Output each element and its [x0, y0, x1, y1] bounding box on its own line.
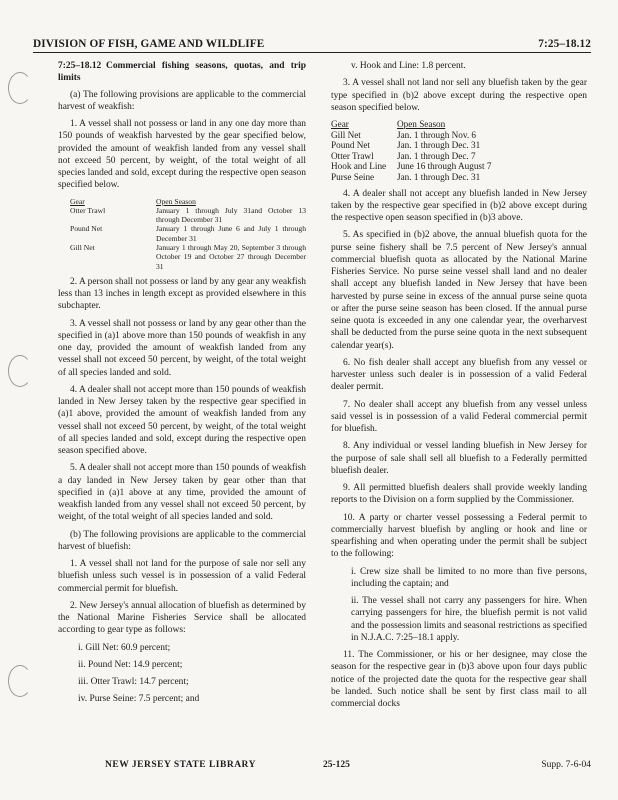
- paragraph-a2: 2. A person shall not possess or land by any gear any weakfish less than 13 inches in length except as provided elsewhere in this subchapter.: [58, 276, 306, 312]
- table-cell-gear: Gill Net: [331, 129, 361, 140]
- table-cell-gear: Otter Trawl: [70, 205, 106, 215]
- table-header-row: [331, 119, 587, 130]
- paragraph-b7: 7. No dealer shall accept any bluefish from any vessel unless said vessel is in possession of a valid Federal commercial permit for bluefish.: [331, 399, 587, 435]
- paragraph-b10-i: i. Crew size shall be limited to no more than five persons, including the captain; and: [351, 566, 587, 589]
- table-header-season: Open Season: [156, 196, 196, 206]
- running-header: [33, 35, 591, 53]
- table-row: [331, 172, 587, 183]
- paragraph-a1: 1. A vessel shall not possess or land in any one day more than 150 pounds of weakfish harvested by the gear specified below, provided the amount of weakfish landed from any vessel shall not exceed 50 percent, by weight, of the total weight of all species landed and sold, except during the respective open season specified below.: [58, 119, 306, 191]
- table-cell-season: Jan. 1 through Dec. 31: [397, 140, 481, 151]
- paragraph-b8: 8. Any individual or vessel landing bluefish in New Jersey for the purpose of sale shall sell all bluefish to a Federally permitted bluefish dealer.: [331, 441, 587, 476]
- table-cell-gear: Purse Seine: [331, 171, 375, 182]
- subsection-b-intro: (b) The following provisions are applicable to the commercial harvest of bluefish:: [58, 529, 306, 552]
- table-row: [331, 151, 587, 162]
- paragraph-b2-v: v. Hook and Line: 1.8 percent.: [351, 61, 466, 71]
- punch-hole-mark: [8, 72, 32, 104]
- right-column: [331, 60, 587, 715]
- weakfish-season-table: [70, 197, 306, 271]
- page-number: 25-125: [323, 760, 350, 770]
- table-cell-season: Jan. 1 through Dec. 7: [397, 150, 476, 161]
- table-cell-season: Jan. 1 through Dec. 31: [397, 171, 481, 182]
- paragraph-a4: 4. A dealer shall not accept more than 150 pounds of weakfish landed in New Jersey taken by the respective gear specified in (a)1 above, provided the amount of weakfish landed from any vessel shall not exceed 50 percent, by weight, of the total weight of all species landed and sold, except during the respective open season specified above.: [58, 384, 306, 457]
- library-stamp: NEW JERSEY STATE LIBRARY: [105, 760, 256, 770]
- table-cell-gear: Pound Net: [70, 224, 103, 234]
- paragraph-a3: 3. A vessel shall not possess or land by any gear other than the specified in (a)1 above more than 150 pounds of weakfish in any one day, provided the amount of weakfish landed from any vessel shall not exceed 50 percent, by weight, of the total weight of all species landed and sold.: [58, 318, 306, 378]
- paragraph-b2-i: i. Gill Net: 60.9 percent;: [78, 642, 171, 653]
- section-number: 7:25–18.12: [58, 61, 102, 71]
- bluefish-season-table: [331, 119, 587, 183]
- subsection-a-intro: (a) The following provisions are applicable to the commercial harvest of weakfish:: [58, 89, 306, 112]
- table-cell-season: January 1 through May 20, September 3 through October 19 and October 27 through December 31: [156, 242, 306, 271]
- punch-hole-mark: [8, 355, 32, 387]
- paragraph-b9: 9. All permitted bluefish dealers shall provide weekly landing reports to the Division on a form supplied by the Commissioner.: [331, 483, 587, 506]
- table-cell-gear: Gill Net: [70, 242, 95, 252]
- table-cell-gear: Hook and Line: [331, 161, 387, 172]
- left-column: [58, 60, 306, 711]
- table-row: [70, 243, 306, 271]
- paragraph-b2-iii: iii. Otter Trawl: 14.7 percent;: [78, 677, 189, 688]
- table-cell-season: January 1 through July 31and October 13 through December 31: [156, 205, 306, 225]
- table-header-gear: Gear: [331, 119, 349, 129]
- header-division: DIVISION OF FISH, GAME AND WILDLIFE: [33, 38, 265, 50]
- punch-hole-mark: [8, 665, 32, 697]
- paragraph-b1: 1. A vessel shall not land for the purpose of sale nor sell any bluefish unless such vessel is in possession of a valid Federal commercial permit for bluefish.: [58, 559, 306, 594]
- supplement-date: Supp. 7-6-04: [541, 760, 591, 770]
- table-row: [70, 206, 306, 225]
- table-cell-gear: Otter Trawl: [331, 150, 374, 161]
- table-row: [331, 140, 587, 151]
- table-cell-season: June 16 through August 7: [397, 161, 492, 172]
- table-cell-season: January 1 through June 6 and July 1 through December 31: [156, 224, 306, 243]
- section-title: Commercial fishing seasons, quotas, and trip limits: [58, 61, 306, 84]
- header-citation: 7:25–18.12: [538, 38, 591, 50]
- paragraph-b2-ii: ii. Pound Net: 14.9 percent;: [78, 659, 183, 670]
- paragraph-b5: 5. As specified in (b)2 above, the annual bluefish quota for the purse seine fishery shall be 7.5 percent of New Jersey's annual commercial bluefish quota as allocated by the National Marine Fisheries Service. No purse seine vessel shall land and no dealer shall accept any bluefish landed in New Jersey that have been harvested by purse seine in excess of the annual purse seine quota or after the purse seine season has been closed. If the annual purse seine quota is exceeded in any one calendar year, the overharvest shall be deducted from the purse seine quota in the next subsequent calendar year(s).: [331, 230, 587, 351]
- table-row: [70, 224, 306, 243]
- paragraph-b4: 4. A dealer shall not accept any bluefish landed in New Jersey taken by the respective gear specified in (b)2 above except during the respective open season specified in (b)3 above.: [331, 188, 587, 224]
- table-cell-gear: Pound Net: [331, 140, 371, 151]
- paragraph-b2: 2. New Jersey's annual allocation of bluefish as determined by the National Marine Fisheries Service shall be allocated according to gear type as follows:: [58, 600, 306, 636]
- table-header-season: Open Season: [397, 119, 446, 129]
- table-row: [331, 130, 587, 141]
- table-row: [331, 161, 587, 172]
- table-cell-season: Jan. 1 through Nov. 6: [397, 129, 477, 140]
- paragraph-b10: 10. A party or charter vessel possessing a Federal permit to commercially harvest bluefish by angling or hook and line or spearfishing and when operating under the permit shall be subject to the following:: [331, 512, 587, 560]
- table-header-gear: Gear: [70, 196, 85, 206]
- paragraph-b6: 6. No fish dealer shall accept any bluefish from any vessel or harvester unless such dealer is in possession of a valid Federal dealer permit.: [331, 357, 587, 393]
- paragraph-b3: 3. A vessel shall not land nor sell any bluefish taken by the gear type specified in (b)2 above except during the respective open season specified below.: [331, 78, 587, 113]
- section-heading: [58, 60, 306, 85]
- paragraph-b11: 11. The Commissioner, or his or her designee, may close the season for the respective gear in (b)3 above upon four days public notice of the projected date the quota for the respective gear shall be landed. Such notice shall be sent by first class mail to all commercial docks: [331, 650, 587, 710]
- paragraph-a5: 5. A dealer shall not accept more than 150 pounds of weakfish a day landed in New Jersey taken by gear other than that specified in (a)1 above at any time, provided the amount of weakfish landed from any vessel shall not exceed 50 percent, by weight, of the total weight of all species landed and sold.: [58, 463, 306, 523]
- paragraph-b2-iv: iv. Purse Seine: 7.5 percent; and: [78, 694, 200, 705]
- paragraph-b10-ii: ii. The vessel shall not carry any passengers for hire. When carrying passengers for hire, the bluefish permit is not valid and the possession limits and seasonal restrictions as specified in N.J.A.C. 7:25–18.1 apply.: [351, 596, 587, 643]
- table-header-row: [70, 197, 306, 206]
